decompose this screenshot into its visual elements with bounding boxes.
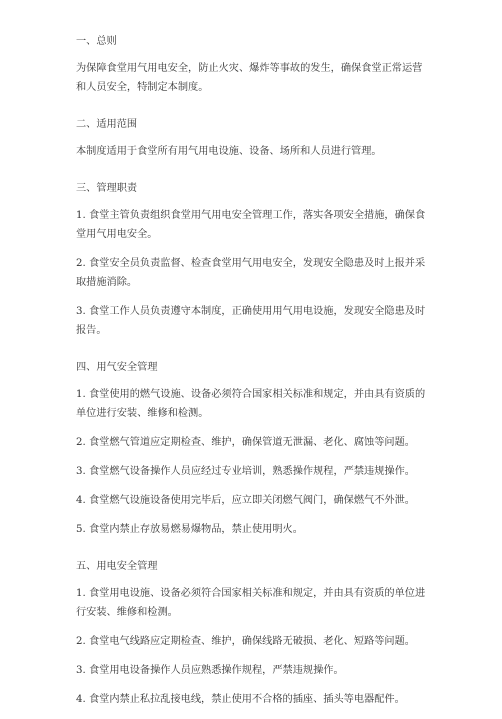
list-item: 2. 食堂燃气管道应定期检查、维护，确保管道无泄漏、老化、腐蚀等问题。 <box>76 437 415 448</box>
list-item: 4. 食堂燃气设施设备使用完毕后，应立即关闭燃气阀门，确保燃气不外泄。 <box>76 495 415 506</box>
list-item: 2. 食堂安全员负责监督、检查食堂用气用电安全，发现安全隐患及时上报并采取措施消除。 <box>76 258 426 288</box>
section-scope <box>76 107 432 161</box>
list-item: 2. 食堂电气线路应定期检查、维护，确保线路无破损、老化、短路等问题。 <box>76 636 415 647</box>
document-page <box>76 24 432 719</box>
section-gas-safety <box>76 350 432 539</box>
paragraph: 本制度适用于食堂所有用气用电设施、设备、场所和人员进行管理。 <box>76 146 382 157</box>
list-item: 1. 食堂用电设施、设备必须符合国家相关标准和规定，并由具有资质的单位进行安装、维修和检测。 <box>76 588 426 618</box>
list-item: 5. 食堂内禁止存放易燃易爆物品，禁止使用明火。 <box>76 524 303 535</box>
list-item: 4. 食堂内禁止私拉乱接电线，禁止使用不合格的插座、插头等电器配件。 <box>76 694 405 705</box>
section-heading: 三、管理职责 <box>76 183 138 194</box>
list-item: 3. 食堂燃气设备操作人员应经过专业培训，熟悉操作规程，严禁违规操作。 <box>76 466 415 477</box>
section-heading: 五、用电安全管理 <box>76 561 158 572</box>
section-responsibilities <box>76 171 432 340</box>
list-item: 1. 食堂主管负责组织食堂用气用电安全管理工作，落实各项安全措施，确保食堂用气用电安全。 <box>76 210 426 240</box>
list-item: 3. 食堂用电设备操作人员应熟悉操作规程，严禁违规操作。 <box>76 665 344 676</box>
section-electric-safety <box>76 549 432 709</box>
section-heading: 一、总则 <box>76 36 117 47</box>
section-general <box>76 24 432 97</box>
list-item: 1. 食堂使用的燃气设施、设备必须符合国家相关标准和规定，并由具有资质的单位进行安装、维修和检测。 <box>76 389 426 419</box>
section-heading: 四、用气安全管理 <box>76 362 158 373</box>
section-heading: 二、适用范围 <box>76 119 138 130</box>
paragraph: 为保障食堂用气用电安全，防止火灾、爆炸等事故的发生，确保食堂正常运营和人员安全，特制定本制度。 <box>76 63 423 93</box>
list-item: 3. 食堂工作人员负责遵守本制度，正确使用用气用电设施，发现安全隐患及时报告。 <box>76 306 426 336</box>
